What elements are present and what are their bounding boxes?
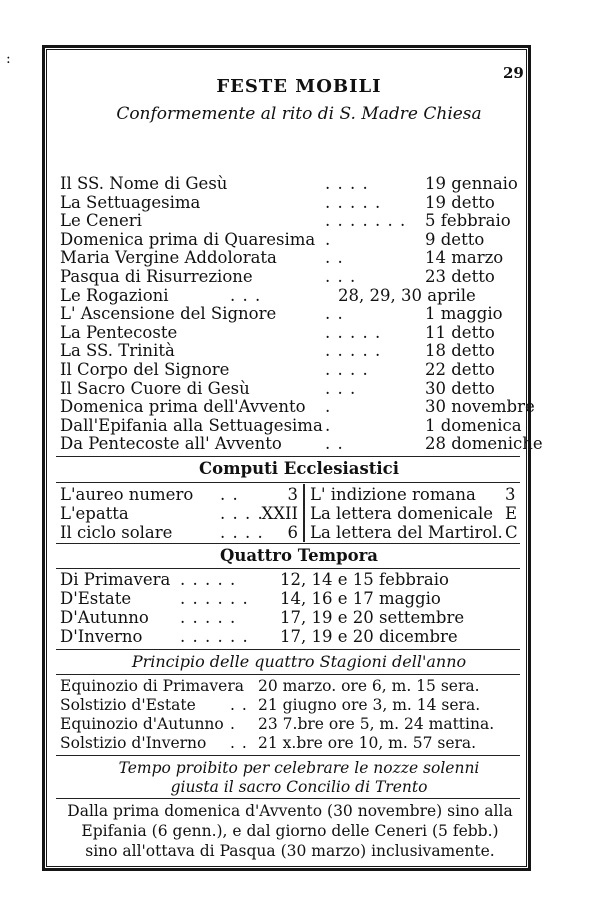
feast-date: 1 maggio bbox=[425, 304, 503, 324]
feste-row bbox=[60, 248, 520, 267]
feast-name: Il Sacro Cuore di Gesù bbox=[60, 378, 250, 398]
proibito-text-line3: sino all'ottava di Pasqua (30 marzo) inclusivamente. bbox=[85, 842, 495, 860]
stagioni-row bbox=[60, 696, 520, 715]
leader-dots: . . . . . . bbox=[180, 627, 249, 646]
feast-date: 23 detto bbox=[425, 267, 495, 286]
divider bbox=[56, 755, 520, 756]
feast-name: Domenica prima di Quaresima bbox=[60, 229, 316, 249]
feast-name: Il SS. Nome di Gesù bbox=[60, 174, 228, 193]
feast-name: Le Rogazioni bbox=[60, 285, 169, 305]
feast-name: La SS. Trinità bbox=[60, 341, 175, 361]
feast-date: 11 detto bbox=[425, 322, 495, 342]
computi-label: La lettera del Martirol. bbox=[310, 523, 503, 542]
leader-dots: . . . . bbox=[325, 174, 369, 193]
feste-row bbox=[60, 230, 520, 249]
leader-dots: . bbox=[325, 229, 332, 249]
leader-dots: . . bbox=[230, 696, 248, 714]
tempora-name: D'Inverno bbox=[60, 627, 143, 646]
stagione-when: 23 7.bre ore 5, m. 24 mattina. bbox=[258, 715, 495, 733]
stagione-when: 21 giugno ore 3, m. 14 sera. bbox=[258, 696, 481, 714]
feast-date: 14 marzo bbox=[425, 248, 504, 268]
proibito-text-line2: Epifania (6 genn.), e dal giorno delle Ceneri (5 febb.) bbox=[81, 822, 499, 840]
feast-date: 1 domenica bbox=[425, 415, 522, 435]
feast-date: 19 detto bbox=[425, 192, 495, 212]
feste-row bbox=[60, 304, 520, 323]
feast-name: Il Corpo del Signore bbox=[60, 360, 230, 379]
computi-label: L'epatta bbox=[60, 504, 129, 523]
feast-name: Domenica prima dell'Avvento bbox=[60, 397, 306, 417]
feste-row bbox=[60, 211, 520, 230]
leader-dots: . . bbox=[325, 304, 344, 324]
computi-value: 3 bbox=[287, 485, 298, 504]
feast-name: L' Ascensione del Signore bbox=[60, 304, 277, 324]
tempora-name: D'Autunno bbox=[60, 608, 149, 627]
feste-row bbox=[60, 416, 520, 435]
leader-dots: . . . . . bbox=[180, 570, 237, 589]
divider bbox=[56, 568, 520, 569]
feast-date: 28, 29, 30 aprile bbox=[338, 285, 476, 305]
tempora-row bbox=[60, 608, 520, 627]
stagione-name: Equinozio d'Autunno bbox=[60, 715, 224, 733]
leader-dots: . . . . . . bbox=[180, 589, 249, 608]
stagione-name: Equinozio di Primavera bbox=[60, 677, 244, 695]
tempora-row bbox=[60, 570, 520, 589]
tempora-dates: 17, 19 e 20 dicembre bbox=[280, 627, 458, 646]
divider bbox=[56, 649, 520, 650]
proibito-title-line2: giusta il sacro Concilio di Trento bbox=[170, 778, 428, 796]
computi-value: XXII bbox=[261, 504, 298, 523]
proibito-title-line1: Tempo proibito per celebrare le nozze solenni bbox=[118, 759, 480, 777]
leader-dots: . . . . bbox=[325, 360, 369, 379]
computi-label: La lettera domenicale bbox=[310, 504, 494, 523]
leader-dots: . . . . . bbox=[325, 192, 382, 212]
computi-row bbox=[60, 485, 520, 504]
divider bbox=[56, 798, 520, 799]
feast-name: Da Pentecoste all' Avvento bbox=[60, 434, 282, 454]
divider bbox=[56, 543, 520, 544]
divider bbox=[56, 674, 520, 675]
feste-row bbox=[60, 397, 535, 417]
computi-value: E bbox=[505, 504, 518, 523]
tempora-dates: 17, 19 e 20 settembre bbox=[280, 608, 465, 627]
leader-dots: . . bbox=[325, 434, 344, 454]
feast-name: Dall'Epifania alla Settuagesima bbox=[60, 415, 323, 435]
leader-dots: . bbox=[230, 715, 236, 733]
leader-dots: . . . . . bbox=[325, 322, 382, 342]
leader-dots: . bbox=[325, 415, 332, 435]
page-title: FESTE MOBILI bbox=[216, 76, 382, 97]
computi-value: 3 bbox=[505, 485, 516, 504]
leader-dots: . . bbox=[325, 248, 344, 268]
page-number: 29 bbox=[503, 64, 524, 82]
tempora-title: Quattro Tempora bbox=[219, 546, 378, 565]
feste-row bbox=[60, 379, 520, 398]
computi-value: C bbox=[505, 523, 518, 542]
divider bbox=[56, 482, 520, 483]
stagione-when: 21 x.bre ore 10, m. 57 sera. bbox=[258, 734, 477, 752]
leader-dots: . . . . bbox=[220, 504, 264, 523]
stagioni-row bbox=[60, 677, 520, 696]
feast-name: Pasqua di Risurrezione bbox=[60, 267, 253, 286]
feste-row bbox=[60, 341, 520, 360]
proibito-text-line1: Dalla prima domenica d'Avvento (30 novembre) sino alla bbox=[67, 802, 513, 820]
page-subtitle: Conformemente al rito di S. Madre Chiesa bbox=[116, 104, 482, 124]
feast-date: 22 detto bbox=[425, 360, 495, 379]
computi-value: 6 bbox=[287, 523, 298, 542]
stagioni-title: Principio delle quattro Stagioni dell'anno bbox=[131, 652, 467, 671]
feste-row bbox=[60, 323, 520, 342]
feast-date: 5 febbraio bbox=[425, 211, 511, 231]
tempora-row bbox=[60, 589, 520, 608]
tempora-dates: 14, 16 e 17 maggio bbox=[280, 589, 441, 608]
column-separator bbox=[303, 484, 305, 542]
leader-dots: . . bbox=[230, 734, 248, 752]
feste-row bbox=[60, 193, 520, 212]
feast-name: Maria Vergine Addolorata bbox=[60, 248, 277, 268]
divider bbox=[56, 456, 520, 457]
leader-dots: . . . . . . . bbox=[325, 211, 407, 231]
computi-row bbox=[60, 523, 520, 542]
computi-label: Il ciclo solare bbox=[60, 523, 173, 542]
stagione-name: Solstizio d'Estate bbox=[60, 696, 196, 714]
stagioni-row bbox=[60, 734, 520, 753]
leader-dots: . . . . bbox=[220, 523, 264, 542]
stagione-when: 20 marzo. ore 6, m. 15 sera. bbox=[258, 677, 480, 695]
feast-date: 19 gennaio bbox=[425, 174, 518, 193]
feste-row bbox=[60, 267, 520, 286]
feste-row bbox=[60, 434, 543, 454]
leader-dots: . . . . . bbox=[325, 341, 382, 361]
leader-dots: . . . bbox=[325, 267, 357, 286]
computi-label: L' indizione romana bbox=[310, 485, 476, 504]
feast-date: 9 detto bbox=[425, 229, 485, 249]
feste-row bbox=[60, 174, 520, 193]
feste-row bbox=[60, 286, 520, 305]
margin-mark: : bbox=[6, 51, 11, 67]
feast-date: 28 domeniche bbox=[425, 434, 543, 454]
feste-row bbox=[60, 360, 520, 379]
stagioni-row bbox=[60, 715, 520, 734]
leader-dots: . . . bbox=[230, 285, 262, 305]
feast-name: Le Ceneri bbox=[60, 211, 142, 231]
computi-title: Computi Ecclesiastici bbox=[199, 459, 399, 478]
tempora-name: Di Primavera bbox=[60, 570, 171, 589]
tempora-row bbox=[60, 627, 520, 646]
computi-label: L'aureo numero bbox=[60, 485, 194, 504]
feast-date: 30 detto bbox=[425, 378, 495, 398]
leader-dots: . . . bbox=[325, 378, 357, 398]
feast-name: La Pentecoste bbox=[60, 322, 178, 342]
feast-name: La Settuagesima bbox=[60, 192, 201, 212]
leader-dots: . bbox=[325, 397, 332, 417]
stagione-name: Solstizio d'Inverno bbox=[60, 734, 207, 752]
leader-dots: . . bbox=[220, 485, 239, 504]
tempora-name: D'Estate bbox=[60, 589, 132, 608]
leader-dots: . . . . . bbox=[180, 608, 237, 627]
tempora-dates: 12, 14 e 15 febbraio bbox=[280, 570, 449, 589]
feast-date: 18 detto bbox=[425, 341, 495, 361]
feast-date: 30 novembre bbox=[425, 397, 535, 417]
computi-row bbox=[60, 504, 520, 523]
